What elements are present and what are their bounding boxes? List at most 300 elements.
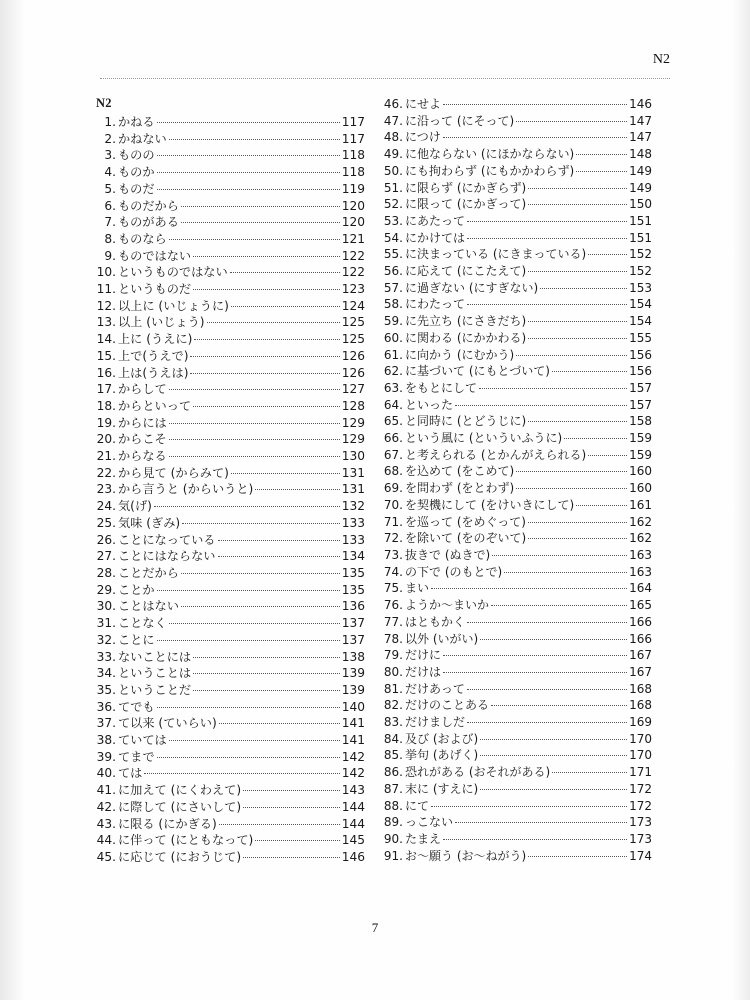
toc-entry-number: 81. [383, 681, 403, 696]
toc-entry-term: かねる [118, 115, 155, 129]
toc-leader-dots [181, 605, 340, 607]
toc-leader-dots [157, 121, 340, 123]
toc-column-left [96, 96, 365, 866]
toc-leader-dots [157, 154, 340, 156]
toc-entry-page: 130 [341, 449, 365, 464]
toc-entry[interactable] [96, 498, 365, 515]
toc-column-right [383, 96, 652, 866]
toc-entry[interactable] [96, 415, 365, 432]
toc-entry[interactable] [96, 515, 365, 532]
toc-entry-page: 147 [629, 130, 652, 145]
toc-entry-term: からといって [118, 398, 192, 413]
toc-entry-number: 53. [383, 213, 403, 228]
toc-entry-term: ものではない [118, 248, 192, 263]
toc-entry-term: という風に (といういふうに) [405, 431, 563, 446]
toc-entry[interactable] [383, 697, 652, 714]
toc-entry-number: 74. [383, 564, 403, 579]
toc-entry[interactable] [383, 397, 652, 414]
toc-entry[interactable] [96, 298, 365, 315]
toc-leader-dots [467, 220, 627, 222]
toc-leader-dots [576, 504, 627, 506]
toc-entry-number: 46. [383, 97, 403, 111]
toc-entry[interactable] [383, 497, 652, 514]
toc-entry[interactable] [96, 632, 365, 649]
toc-entry[interactable] [96, 548, 365, 565]
toc-leader-dots [492, 554, 627, 556]
toc-entry-page: 123 [341, 282, 365, 297]
toc-leader-dots [181, 205, 340, 207]
toc-entry-page: 152 [629, 264, 652, 279]
toc-entry-term: だけに [405, 648, 442, 663]
running-head: N2 [652, 52, 670, 67]
toc-entry[interactable] [96, 114, 365, 131]
toc-entry-number: 42. [96, 799, 116, 814]
toc-entry[interactable] [383, 463, 652, 480]
toc-entry[interactable] [96, 665, 365, 682]
toc-entry[interactable] [383, 631, 652, 648]
toc-entry[interactable] [383, 580, 652, 597]
toc-entry[interactable] [383, 129, 652, 146]
toc-entry-term: に限る (にかぎる) [118, 816, 217, 831]
toc-entry-page: 170 [629, 731, 652, 746]
toc-entry[interactable] [96, 782, 365, 799]
toc-entry-page: 155 [629, 330, 652, 345]
toc-entry-term: ということだ [118, 682, 192, 697]
toc-entry-page: 124 [341, 298, 365, 313]
toc-entry[interactable] [383, 263, 652, 280]
toc-entry-number: 80. [383, 664, 403, 679]
toc-entry[interactable] [383, 547, 652, 564]
toc-entry-page: 152 [629, 247, 652, 262]
toc-entry-page: 138 [341, 649, 365, 664]
toc-entry[interactable] [96, 615, 365, 632]
toc-entry[interactable] [383, 430, 652, 447]
toc-leader-dots [193, 405, 340, 407]
toc-entry[interactable] [383, 480, 652, 497]
toc-leader-dots [528, 187, 627, 189]
toc-entry-number: 83. [383, 715, 403, 730]
toc-entry[interactable] [96, 582, 365, 599]
toc-leader-dots [528, 320, 627, 322]
toc-entry[interactable] [383, 213, 652, 230]
toc-entry-page: 127 [341, 382, 365, 397]
toc-entry[interactable] [96, 147, 365, 164]
toc-leader-dots [528, 337, 627, 339]
toc-entry-term: ないことには [118, 649, 192, 664]
toc-entry-term: に関わる (にかかわる) [405, 330, 527, 345]
toc-entry[interactable] [96, 598, 365, 615]
toc-entry[interactable] [96, 164, 365, 181]
toc-entry-number: 89. [383, 815, 403, 830]
toc-entry-page: 126 [341, 365, 365, 380]
toc-entry-number: 19. [96, 415, 116, 430]
toc-entry-number: 47. [383, 113, 403, 128]
toc-entry[interactable] [383, 380, 652, 397]
toc-entry[interactable] [383, 814, 652, 831]
toc-entry-number: 70. [383, 497, 403, 512]
toc-entry[interactable] [383, 764, 652, 781]
toc-entry-page: 137 [341, 616, 365, 631]
toc-entry-number: 20. [96, 432, 116, 447]
toc-entry-number: 29. [96, 582, 116, 597]
toc-entry-page: 172 [629, 781, 652, 796]
toc-entry[interactable] [383, 196, 652, 213]
toc-entry-page: 154 [629, 314, 652, 329]
toc-entry[interactable] [96, 248, 365, 265]
toc-entry-number: 84. [383, 731, 403, 746]
toc-entry-number: 58. [383, 297, 403, 312]
toc-entry-term: にかけては [405, 230, 466, 245]
toc-entry-term: だけは [405, 664, 442, 679]
toc-entry[interactable] [96, 448, 365, 465]
toc-entry-term: 以外 (いがい) [405, 631, 479, 646]
toc-leader-dots [480, 638, 627, 640]
toc-entry-page: 160 [629, 481, 652, 496]
toc-entry-term: に伴って (にともなって) [118, 833, 254, 848]
toc-leader-dots [193, 656, 340, 658]
toc-leader-dots [194, 338, 339, 340]
toc-leader-dots [480, 788, 627, 790]
toc-entry[interactable] [96, 765, 365, 782]
toc-entry-term: ては [118, 766, 143, 781]
toc-entry-number: 79. [383, 648, 403, 663]
toc-leader-dots [576, 170, 627, 172]
toc-entry[interactable] [383, 614, 652, 631]
toc-entry-page: 162 [629, 514, 652, 529]
toc-list-left [96, 114, 365, 866]
toc-entry-term: 気味 (ぎみ) [118, 515, 181, 530]
toc-entry[interactable] [383, 313, 652, 330]
toc-entry-number: 41. [96, 783, 116, 798]
toc-entry[interactable] [96, 281, 365, 298]
toc-entry-number: 32. [96, 632, 116, 647]
toc-leader-dots [467, 621, 627, 623]
toc-leader-dots [169, 388, 340, 390]
toc-entry-number: 91. [383, 848, 403, 863]
toc-entry-term: にも拘わらず (にもかかわらず) [405, 163, 575, 178]
toc-entry-term: 抜きで (ぬきで) [405, 547, 491, 562]
toc-entry[interactable] [383, 597, 652, 614]
toc-leader-dots [218, 539, 340, 541]
toc-entry-term: に加えて (にくわえて) [118, 783, 242, 798]
toc-entry-term: だけあって [405, 681, 465, 696]
toc-entry-page: 163 [629, 547, 652, 562]
toc-entry-page: 164 [629, 581, 652, 596]
toc-leader-dots [169, 455, 340, 457]
toc-entry[interactable] [96, 715, 365, 732]
toc-entry-number: 75. [383, 581, 403, 596]
toc-entry[interactable] [96, 314, 365, 331]
toc-leader-dots [516, 120, 627, 122]
toc-entry-number: 2. [104, 131, 116, 146]
toc-entry-page: 156 [629, 364, 652, 379]
toc-entry[interactable] [383, 514, 652, 531]
toc-entry[interactable] [96, 181, 365, 198]
toc-entry-term: からには [118, 415, 167, 430]
toc-entry[interactable] [383, 848, 652, 865]
toc-entry[interactable] [96, 565, 365, 582]
toc-entry[interactable] [96, 431, 365, 448]
toc-entry[interactable] [383, 113, 652, 130]
toc-entry-term: たまえ [405, 831, 442, 846]
toc-entry[interactable] [96, 131, 365, 148]
toc-entry-page: 146 [341, 849, 365, 864]
toc-entry-page: 135 [341, 565, 365, 580]
toc-entry[interactable] [383, 714, 652, 731]
toc-leader-dots [157, 589, 340, 591]
toc-entry-number: 77. [383, 614, 403, 629]
page-number: 7 [371, 920, 379, 935]
toc-entry[interactable] [383, 731, 652, 748]
toc-leader-dots [255, 839, 339, 841]
toc-entry-page: 172 [629, 798, 652, 813]
toc-entry-number: 13. [96, 315, 116, 330]
toc-entry-number: 36. [96, 699, 116, 714]
toc-entry[interactable] [383, 363, 652, 380]
toc-entry-number: 39. [96, 749, 116, 764]
toc-entry[interactable] [383, 163, 652, 180]
toc-entry[interactable] [383, 447, 652, 464]
toc-leader-dots [431, 805, 627, 807]
toc-leader-dots [552, 370, 627, 372]
toc-entry-page: 163 [629, 564, 652, 579]
toc-leader-dots [218, 555, 340, 557]
toc-entry-term: ものがある [118, 215, 179, 230]
toc-entry[interactable] [96, 231, 365, 248]
toc-entry-term: に基づいて (にもとづいて) [405, 364, 550, 379]
toc-entry[interactable] [383, 296, 652, 313]
toc-entry[interactable] [96, 331, 365, 348]
toc-entry-page: 154 [629, 297, 652, 312]
toc-entry-number: 5. [104, 181, 116, 196]
toc-entry-term: 以上 (いじょう) [118, 315, 205, 330]
toc-leader-dots [480, 738, 627, 740]
toc-leader-dots [455, 404, 627, 406]
toc-leader-dots [169, 622, 340, 624]
toc-entry-page: 168 [629, 681, 652, 696]
toc-entry-number: 40. [96, 766, 116, 781]
toc-entry-number: 73. [383, 547, 403, 562]
toc-entry-number: 7. [104, 215, 116, 230]
toc-entry-term: を問わず (をとわず) [405, 481, 515, 496]
toc-entry-number: 8. [104, 231, 116, 246]
toc-entry-page: 129 [341, 432, 365, 447]
toc-entry[interactable] [383, 230, 652, 247]
toc-entry[interactable] [383, 246, 652, 263]
toc-leader-dots [480, 754, 627, 756]
toc-entry-term: お〜願う (お〜ねがう) [405, 848, 527, 863]
toc-entry-term: だけのことある [405, 698, 490, 713]
toc-entry[interactable] [96, 214, 365, 231]
toc-entry-term: ものの [118, 148, 155, 163]
toc-entry-number: 34. [96, 666, 116, 681]
toc-entry[interactable] [96, 532, 365, 549]
toc-entry-term: ことに [118, 632, 155, 647]
toc-entry-page: 166 [629, 631, 652, 646]
toc-list-right [383, 96, 652, 864]
toc-entry-page: 159 [629, 447, 652, 462]
toc-entry[interactable] [383, 146, 652, 163]
toc-entry[interactable] [96, 816, 365, 833]
toc-entry-page: 121 [341, 231, 365, 246]
toc-entry[interactable] [383, 413, 652, 430]
toc-entry-number: 86. [383, 765, 403, 780]
toc-entry-term: を込めて (をこめて) [405, 464, 515, 479]
toc-entry-page: 157 [629, 397, 652, 412]
toc-entry[interactable] [383, 681, 652, 698]
toc-entry[interactable] [96, 465, 365, 482]
toc-entry[interactable] [96, 732, 365, 749]
toc-entry[interactable] [96, 398, 365, 415]
toc-leader-dots [491, 604, 627, 606]
toc-leader-dots [219, 823, 340, 825]
toc-entry-number: 67. [383, 447, 403, 462]
toc-entry-term: まい [405, 581, 430, 596]
toc-leader-dots [588, 253, 627, 255]
toc-entry[interactable] [96, 198, 365, 215]
toc-leader-dots [193, 255, 340, 257]
toc-entry[interactable] [383, 798, 652, 815]
toc-leader-dots [528, 270, 627, 272]
toc-entry-page: 166 [629, 614, 652, 629]
toc-entry-term: を契機にして (をけいきにして) [405, 497, 575, 512]
toc-entry-term: ようか〜まいか [405, 598, 490, 613]
toc-entry-number: 71. [383, 514, 403, 529]
toc-leader-dots [443, 838, 627, 840]
toc-entry-page: 139 [341, 666, 365, 681]
toc-leader-dots [479, 387, 627, 389]
toc-entry-term: 上は(うえは) [118, 365, 189, 380]
toc-entry-page: 131 [341, 482, 365, 497]
toc-entry-page: 158 [629, 414, 652, 429]
toc-entry-number: 78. [383, 631, 403, 646]
toc-entry-number: 55. [383, 247, 403, 262]
toc-entry[interactable] [96, 481, 365, 498]
toc-entry-page: 117 [341, 131, 365, 146]
toc-leader-dots [576, 153, 627, 155]
toc-entry-page: 151 [629, 230, 652, 245]
toc-entry[interactable] [383, 564, 652, 581]
toc-entry-term: だけましだ [405, 715, 466, 730]
toc-entry-term: から見て (からみて) [118, 465, 229, 480]
toc-entry-number: 35. [96, 682, 116, 697]
toc-entry[interactable] [96, 799, 365, 816]
toc-entry[interactable] [96, 832, 365, 849]
toc-entry-number: 76. [383, 598, 403, 613]
toc-entry-term: ものか [118, 165, 155, 180]
toc-entry-number: 69. [383, 481, 403, 496]
toc-entry-page: 160 [629, 464, 652, 479]
toc-leader-dots [190, 372, 339, 374]
toc-entry-number: 22. [96, 465, 116, 480]
toc-entry[interactable] [96, 348, 365, 365]
toc-entry[interactable] [383, 530, 652, 547]
toc-entry[interactable] [383, 347, 652, 364]
toc-entry[interactable] [96, 699, 365, 716]
toc-entry-term: を除いて (をのぞいて) [405, 531, 527, 546]
toc-entry-page: 133 [341, 532, 365, 547]
toc-entry[interactable] [96, 682, 365, 699]
toc-entry[interactable] [96, 749, 365, 766]
toc-leader-dots [467, 688, 627, 690]
toc-entry[interactable] [383, 180, 652, 197]
toc-entry[interactable] [383, 330, 652, 347]
toc-leader-dots [243, 806, 340, 808]
toc-entry[interactable] [96, 849, 365, 866]
toc-leader-dots [467, 721, 627, 723]
toc-entry-term: に沿って (にそって) [405, 113, 515, 128]
toc-entry-page: 134 [341, 549, 365, 564]
toc-entry-term: てまで [118, 749, 155, 764]
toc-leader-dots [255, 488, 339, 490]
toc-entry[interactable] [96, 365, 365, 382]
toc-leader-dots [491, 704, 627, 706]
toc-leader-dots [243, 789, 340, 791]
toc-entry-number: 16. [96, 365, 116, 380]
toc-leader-dots [157, 188, 340, 190]
toc-entry-page: 167 [629, 648, 652, 663]
toc-entry-number: 72. [383, 531, 403, 546]
toc-entry-term: に決まっている (にきまっている) [405, 247, 587, 262]
toc-entry[interactable] [383, 96, 652, 113]
toc-entry-page: 173 [629, 815, 652, 830]
toc-entry-number: 14. [96, 332, 116, 347]
toc-entry-number: 1. [104, 115, 116, 129]
toc-entry-number: 60. [383, 330, 403, 345]
toc-entry[interactable] [383, 647, 652, 664]
toc-entry-term: はともかく [405, 614, 466, 629]
toc-entry[interactable] [383, 280, 652, 297]
toc-entry-number: 61. [383, 347, 403, 362]
toc-entry-number: 11. [96, 282, 116, 297]
toc-leader-dots [157, 639, 340, 641]
toc-entry-term: てでも [118, 699, 155, 714]
toc-entry[interactable] [96, 264, 365, 281]
toc-entry-term: に過ぎない (にすぎない) [405, 280, 539, 295]
toc-entry-number: 9. [104, 248, 116, 263]
toc-entry-number: 90. [383, 831, 403, 846]
toc-leader-dots [181, 572, 340, 574]
toc-entry-number: 85. [383, 748, 403, 763]
toc-entry-page: 165 [629, 598, 652, 613]
toc-entry-page: 135 [341, 582, 365, 597]
toc-entry[interactable] [96, 381, 365, 398]
toc-entry-term: に応じて (におうじて) [118, 849, 242, 864]
toc-entry[interactable] [383, 781, 652, 798]
toc-leader-dots [564, 437, 627, 439]
toc-entry[interactable] [96, 649, 365, 666]
toc-leader-dots [528, 537, 627, 539]
toc-entry-term: にせよ [405, 97, 442, 111]
toc-entry-number: 65. [383, 414, 403, 429]
toc-entry-number: 37. [96, 716, 116, 731]
toc-leader-dots [443, 103, 627, 105]
toc-entry-page: 171 [629, 765, 652, 780]
toc-leader-dots [190, 355, 339, 357]
toc-leader-dots [230, 271, 340, 273]
toc-entry-number: 43. [96, 816, 116, 831]
toc-leader-dots [181, 221, 340, 223]
toc-entry[interactable] [383, 747, 652, 764]
toc-entry-page: 162 [629, 531, 652, 546]
toc-entry-page: 151 [629, 213, 652, 228]
toc-leader-dots [157, 756, 340, 758]
toc-entry[interactable] [383, 831, 652, 848]
toc-leader-dots [207, 321, 340, 323]
toc-entry-number: 6. [104, 198, 116, 213]
toc-entry-page: 156 [629, 347, 652, 362]
toc-entry[interactable] [383, 664, 652, 681]
